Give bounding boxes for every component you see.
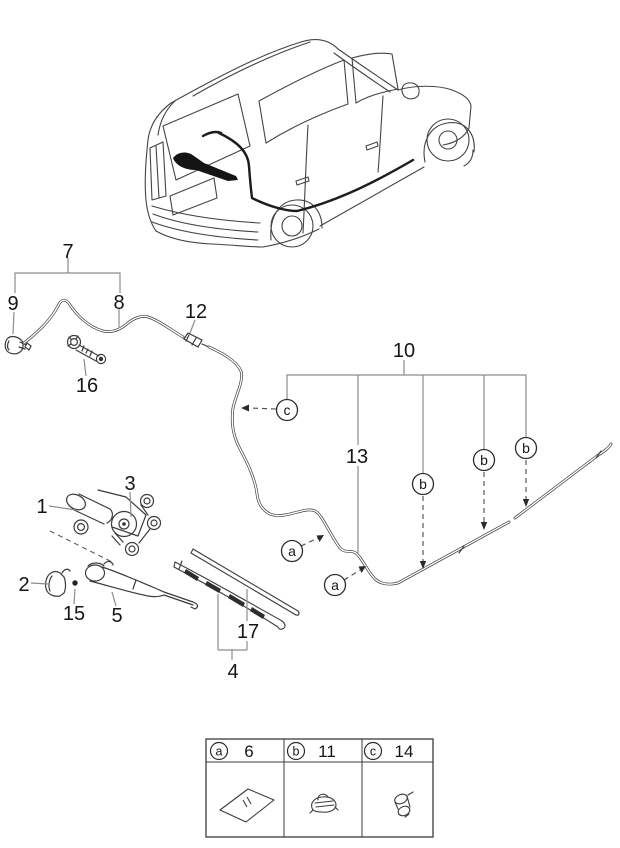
callout-13: 13 (345, 446, 369, 468)
legend-marker-c: c (369, 744, 377, 759)
legend-header-b (288, 742, 336, 761)
callout-5: 5 (111, 605, 123, 627)
marker-c-label: c (283, 402, 291, 418)
body-hose-routing-bold (203, 132, 413, 211)
pivot-cap-part (46, 569, 70, 596)
marker-b-label: b (480, 452, 488, 468)
hose-connector-part (184, 333, 209, 347)
legend-marker-a: a (215, 744, 223, 759)
pivot-nut-part (72, 580, 77, 585)
hose-clamp-icon (393, 792, 413, 817)
callout-2: 2 (18, 574, 30, 596)
callout-4: 4 (227, 661, 239, 683)
legend-marker-b: b (292, 744, 300, 759)
mounting-bolt-part (68, 336, 106, 364)
legend-header-a (211, 742, 254, 761)
marker-a-1 (282, 541, 303, 562)
callout-3: 3 (124, 473, 136, 495)
marker-b-3 (516, 438, 537, 459)
wiper-blade-part (174, 549, 299, 629)
marker-b-label: b (522, 440, 530, 456)
marker-a-label: a (288, 543, 296, 559)
marker-b-label: b (419, 476, 427, 492)
callout-12: 12 (184, 301, 208, 323)
washer-hose-part (24, 300, 183, 343)
callout-10: 10 (392, 340, 416, 362)
callout-8: 8 (113, 292, 125, 314)
legend-part-14: 14 (394, 742, 414, 761)
circled-markers (277, 400, 537, 596)
legend-header-c (365, 742, 414, 761)
callout-16: 16 (75, 375, 99, 397)
marker-c (277, 400, 298, 421)
marker-b-1 (413, 474, 434, 495)
callout-7: 7 (62, 241, 74, 263)
legend-table (206, 739, 433, 837)
callout-17: 17 (236, 621, 260, 643)
callout-9: 9 (7, 293, 19, 315)
hose-clip-icon (310, 794, 338, 813)
marker-a-2 (325, 575, 346, 596)
vehicle-illustration (145, 40, 474, 247)
tape-pad-icon (220, 789, 274, 822)
rear-washer-hose-part (209, 347, 611, 584)
wiper-arm-part (86, 561, 198, 609)
legend-part-6: 6 (244, 742, 254, 761)
callout-15: 15 (62, 603, 86, 625)
assembly-dashed-line (50, 531, 112, 562)
marker-b-2 (474, 450, 495, 471)
callout-1: 1 (36, 496, 48, 518)
legend-part-11: 11 (318, 742, 336, 761)
marker-a-label: a (331, 577, 339, 593)
